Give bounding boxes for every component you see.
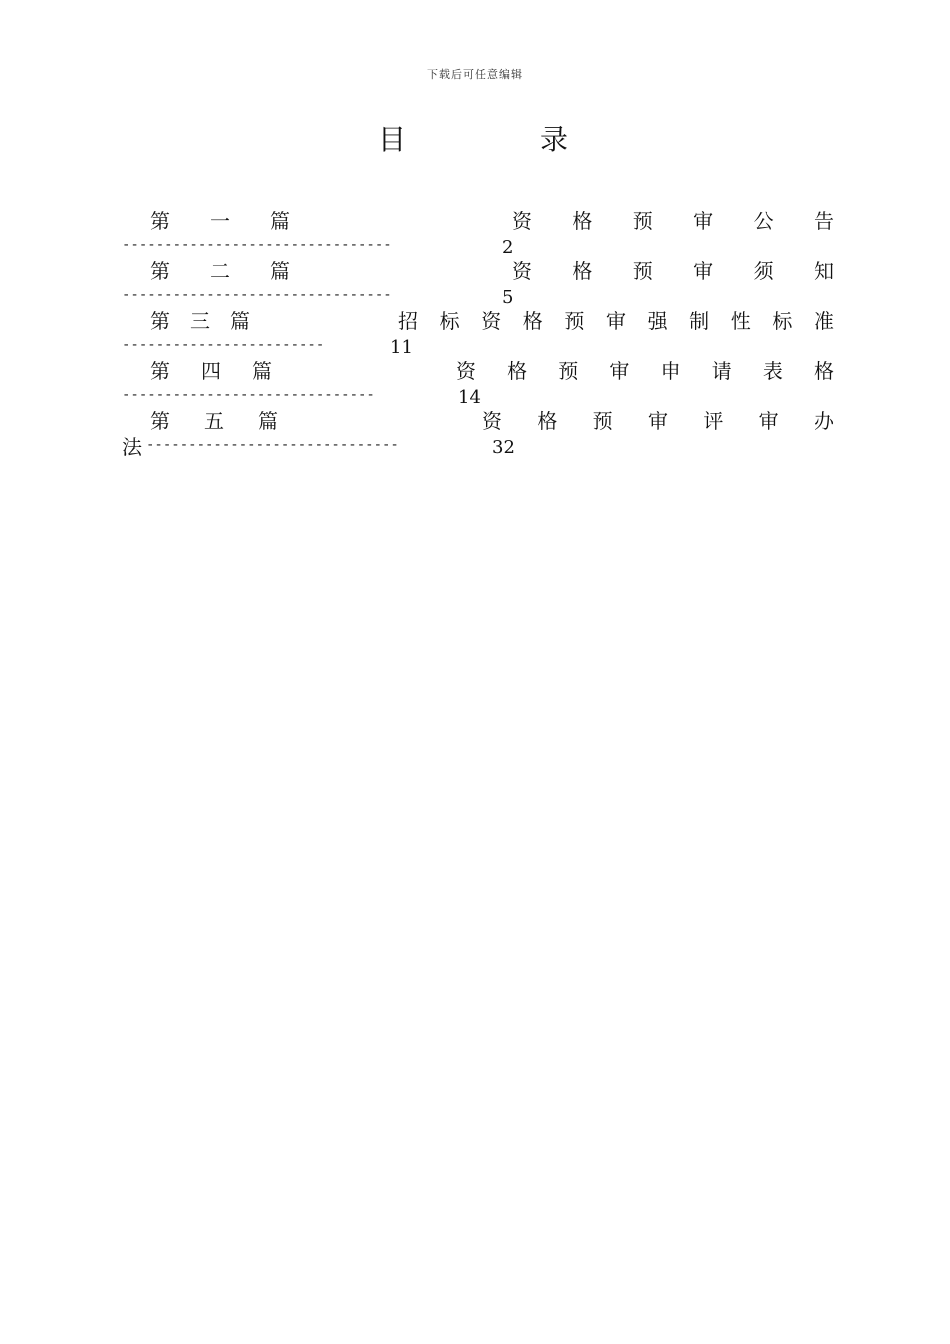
toc-char: 篇 <box>258 409 278 433</box>
toc-char: 审 <box>693 259 714 283</box>
toc-char: 审 <box>693 209 714 233</box>
toc-char: 表 <box>762 359 783 383</box>
page-title <box>378 118 568 158</box>
toc-char: 第 <box>150 409 170 433</box>
toc-char: 第 <box>150 359 170 383</box>
toc-entry-4[interactable] <box>122 358 834 408</box>
toc-part-label <box>150 258 290 284</box>
toc-char: 知 <box>813 259 834 283</box>
toc-char: 格 <box>537 409 558 433</box>
toc-char: 评 <box>703 409 724 433</box>
toc-char: 格 <box>522 309 543 333</box>
toc-char: 篇 <box>270 259 290 283</box>
toc-part-label <box>150 408 278 434</box>
toc-char: 性 <box>730 309 751 333</box>
toc-char: 格 <box>572 259 593 283</box>
toc-char: 二 <box>210 259 230 283</box>
toc-page-number: 2 <box>502 237 514 258</box>
toc-char: 审 <box>609 359 630 383</box>
toc-char: 制 <box>689 309 710 333</box>
toc-leader: ------------------------------ <box>146 437 399 453</box>
toc-char: 申 <box>660 359 681 383</box>
toc-title <box>398 308 834 334</box>
toc-title-continuation: 法 <box>122 435 142 459</box>
toc-char: 预 <box>592 409 613 433</box>
toc-title <box>482 408 834 434</box>
toc-char: 办 <box>813 409 834 433</box>
toc-char: 公 <box>753 209 774 233</box>
toc-char: 标 <box>439 309 460 333</box>
header-note: 下载后可任意编辑 <box>427 68 523 81</box>
toc-char: 资 <box>512 209 532 233</box>
toc-leader: ------------------------------ <box>122 387 375 403</box>
toc-char: 第 <box>150 259 170 283</box>
toc-char: 预 <box>564 309 585 333</box>
toc-char: 预 <box>632 209 653 233</box>
toc-page-number: 11 <box>390 337 413 358</box>
toc-char: 一 <box>210 209 230 233</box>
toc-entry-1[interactable] <box>122 208 834 258</box>
toc-char: 篇 <box>252 359 272 383</box>
toc-leader: -------------------------------- <box>122 287 392 303</box>
toc-char: 三 <box>190 309 210 333</box>
toc-title <box>512 258 834 284</box>
toc-char: 资 <box>481 309 502 333</box>
toc-part-label <box>150 358 272 384</box>
toc-entry-2[interactable] <box>122 258 834 308</box>
toc-char: 资 <box>456 359 476 383</box>
toc-leader: ------------------------ <box>122 337 325 353</box>
toc-char: 格 <box>507 359 528 383</box>
toc-page-number: 5 <box>502 287 514 308</box>
toc-char: 请 <box>711 359 732 383</box>
toc-entry-3[interactable] <box>122 308 834 358</box>
toc-char: 第 <box>150 309 170 333</box>
toc-title <box>512 208 834 234</box>
toc-char: 格 <box>813 359 834 383</box>
toc-char: 五 <box>204 409 224 433</box>
toc-char: 审 <box>647 409 668 433</box>
toc-char: 预 <box>558 359 579 383</box>
toc-leader: -------------------------------- <box>122 237 392 253</box>
toc-entry-5[interactable] <box>122 408 834 458</box>
toc-page-number: 14 <box>458 387 481 408</box>
toc-char: 篇 <box>270 209 290 233</box>
toc-title <box>456 358 834 384</box>
toc-char: 标 <box>772 309 793 333</box>
toc-char: 篇 <box>230 309 250 333</box>
toc-part-label <box>150 208 290 234</box>
toc-char: 资 <box>482 409 502 433</box>
toc-char: 须 <box>753 259 774 283</box>
toc-char: 招 <box>398 309 418 333</box>
toc-char: 告 <box>813 209 834 233</box>
toc-page-number: 32 <box>492 437 515 458</box>
toc-char: 强 <box>647 309 668 333</box>
toc-part-label <box>150 308 250 334</box>
toc-char: 审 <box>605 309 626 333</box>
toc-char: 第 <box>150 209 170 233</box>
table-of-contents <box>122 208 834 458</box>
toc-char: 预 <box>632 259 653 283</box>
toc-char: 审 <box>758 409 779 433</box>
toc-char: 四 <box>201 359 221 383</box>
toc-char: 格 <box>572 209 593 233</box>
toc-char: 资 <box>512 259 532 283</box>
title-char: 目 <box>378 123 407 156</box>
title-char: 录 <box>539 123 568 156</box>
toc-char: 准 <box>813 309 834 333</box>
